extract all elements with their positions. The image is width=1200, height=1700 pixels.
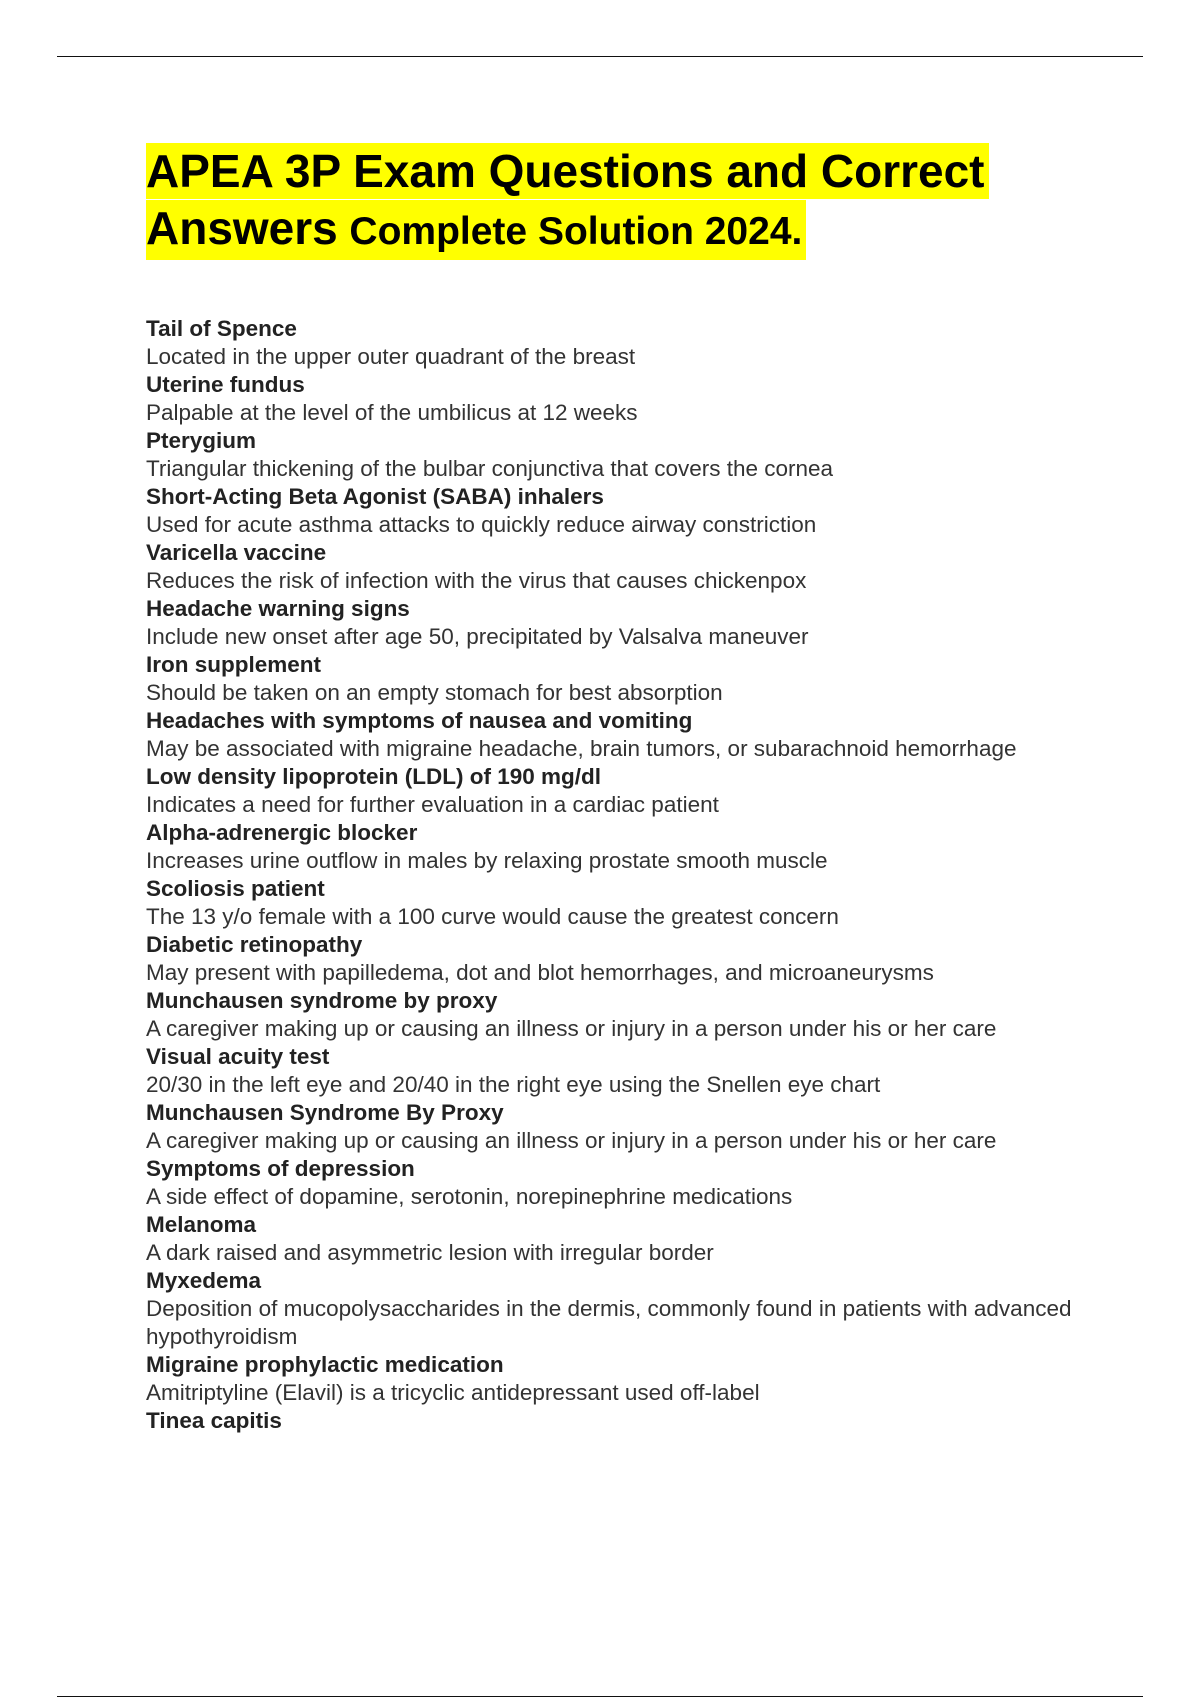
qa-answer: Should be taken on an empty stomach for best absorption [146,680,723,705]
title-line-2-answers: Answers [146,202,338,254]
qa-list [146,315,1106,1435]
qa-term: Uterine fundus [146,372,305,397]
qa-answer: 20/30 in the left eye and 20/40 in the right eye using the Snellen eye chart [146,1072,881,1097]
footer-rule [57,1696,1143,1697]
qa-item [146,427,1106,483]
qa-answer: Used for acute asthma attacks to quickly reduce airway constriction [146,512,817,537]
qa-item [146,1211,1106,1267]
qa-term: Myxedema [146,1268,262,1293]
qa-term: Pterygium [146,428,257,453]
qa-item [146,1155,1106,1211]
qa-item [146,1351,1106,1407]
qa-term: Headaches with symptoms of nausea and vomiting [146,708,693,733]
document-title [146,143,1106,260]
qa-answer: Indicates a need for further evaluation in a cardiac patient [146,792,719,817]
qa-answer: Palpable at the level of the umbilicus at 12 weeks [146,400,638,425]
qa-answer: Located in the upper outer quadrant of the breast [146,344,636,369]
qa-term: Scoliosis patient [146,876,325,901]
qa-answer: May present with papilledema, dot and blot hemorrhages, and microaneurysms [146,960,934,985]
qa-answer: A caregiver making up or causing an illness or injury in a person under his or her care [146,1128,997,1153]
qa-term: Tail of Spence [146,316,297,341]
qa-answer: A side effect of dopamine, serotonin, norepinephrine medications [146,1184,793,1209]
title-line-2-solution: Complete Solution 2024. [349,210,803,253]
qa-item [146,987,1106,1043]
qa-item [146,819,1106,875]
qa-answer: The 13 y/o female with a 100 curve would cause the greatest concern [146,904,839,929]
qa-answer: Deposition of mucopolysaccharides in the dermis, commonly found in patients with advanced hypothyroidism [146,1296,1072,1349]
qa-term: Alpha-adrenergic blocker [146,820,418,845]
qa-term: Diabetic retinopathy [146,932,363,957]
qa-answer: May be associated with migraine headache, brain tumors, or subarachnoid hemorrhage [146,736,1017,761]
header-rule [57,56,1143,57]
qa-answer: Increases urine outflow in males by relaxing prostate smooth muscle [146,848,828,873]
qa-term: Visual acuity test [146,1044,330,1069]
qa-term: Headache warning signs [146,596,410,621]
qa-term: Low density lipoprotein (LDL) of 190 mg/dl [146,764,601,789]
qa-item [146,1099,1106,1155]
qa-item [146,539,1106,595]
qa-item [146,651,1106,707]
qa-term: Melanoma [146,1212,257,1237]
qa-term: Munchausen Syndrome By Proxy [146,1100,504,1125]
qa-term: Varicella vaccine [146,540,327,565]
qa-item [146,1407,1106,1435]
qa-answer: Triangular thickening of the bulbar conjunctiva that covers the cornea [146,456,834,481]
qa-answer: Reduces the risk of infection with the virus that causes chickenpox [146,568,807,593]
qa-term: Munchausen syndrome by proxy [146,988,498,1013]
qa-term: Symptoms of depression [146,1156,415,1181]
qa-item [146,875,1106,931]
qa-term: Iron supplement [146,652,322,677]
qa-item [146,315,1106,371]
qa-item [146,1267,1106,1351]
qa-answer: A dark raised and asymmetric lesion with irregular border [146,1240,714,1265]
qa-item [146,763,1106,819]
qa-answer: Include new onset after age 50, precipitated by Valsalva maneuver [146,624,809,649]
qa-item [146,931,1106,987]
qa-term: Tinea capitis [146,1408,282,1433]
qa-term: Migraine prophylactic medication [146,1352,504,1377]
qa-item [146,1043,1106,1099]
qa-answer: A caregiver making up or causing an illness or injury in a person under his or her care [146,1016,997,1041]
qa-item [146,595,1106,651]
title-line-1: APEA 3P Exam Questions and Correct [146,143,989,199]
qa-answer: Amitriptyline (Elavil) is a tricyclic antidepressant used off-label [146,1380,760,1405]
title-line-2 [146,200,806,260]
qa-item [146,371,1106,427]
qa-item [146,707,1106,763]
qa-item [146,483,1106,539]
qa-term: Short-Acting Beta Agonist (SABA) inhalers [146,484,604,509]
